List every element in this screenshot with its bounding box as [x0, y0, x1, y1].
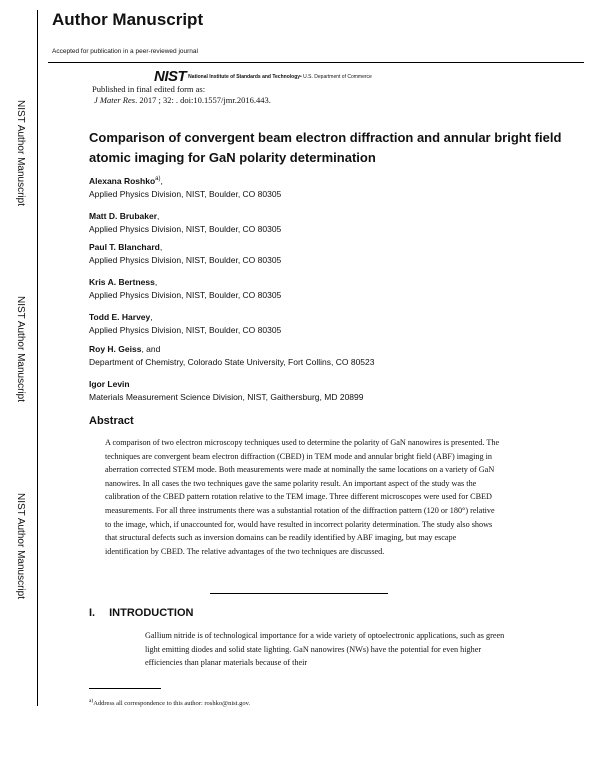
- author-block: [89, 343, 375, 369]
- footnote-marker: a): [89, 698, 94, 704]
- author-name: Roy H. Geiss: [89, 344, 142, 354]
- abstract-divider: [210, 593, 388, 594]
- author-suffix: ,: [159, 242, 163, 252]
- author-footnote-marker: a): [155, 176, 161, 182]
- header-divider: [48, 62, 584, 63]
- author-affiliation: Department of Chemistry, Colorado State University, Fort Collins, CO 80523: [89, 357, 375, 367]
- side-label-2: NIST Author Manuscript: [15, 296, 26, 402]
- manuscript-header: [48, 10, 584, 87]
- abstract-body: A comparison of two electron microscopy techniques used to determine the polarity of GaN nanowires is presented. The techniques are convergent beam electron diffraction (CBED) in TEM mode and annular bright field (ABF) imaging in aberration corrected STEM mode. Both measurements were made at nominally the same locations on a variety of GaN nanowires. In all cases the two techniques gave the same polarity result. An important aspect of the study was the calibration of the CBED pattern rotation relative to the TEM image. Three different microscopes were used for CBED measurements. For all three instruments there was a substantial rotation of the diffraction pattern (120 or 180°) relative to the image, which, if unaccounted for, would have resulted in incorrect polarity determination. The study also shows that structural defects such as inversion domains can be readily identified by ABF imaging, but may escape identification by CBED. The relative advantages of the two techniques are discussed.: [105, 438, 500, 556]
- author-affiliation: Applied Physics Division, NIST, Boulder, CO 80305: [89, 325, 282, 335]
- author-suffix: ,: [157, 211, 160, 221]
- author-affiliation: Applied Physics Division, NIST, Boulder, CO 80305: [89, 255, 282, 265]
- author-block: [89, 311, 281, 337]
- footnote-divider: [89, 688, 161, 689]
- author-suffix: , and: [141, 344, 161, 354]
- author-name: Todd E. Harvey: [89, 312, 151, 322]
- section-number: I.: [89, 607, 96, 619]
- author-affiliation: Applied Physics Division, NIST, Boulder, CO 80305: [89, 224, 282, 234]
- author-suffix: ,: [160, 175, 163, 186]
- author-block: [89, 173, 281, 201]
- author-block: [89, 276, 281, 302]
- margin-rule: [37, 10, 38, 706]
- paper-title: Comparison of convergent beam electron diffraction and annular bright field atomic imaging for GaN polarity determination: [89, 130, 562, 165]
- author-affiliation: Applied Physics Division, NIST, Boulder, CO 80305: [89, 290, 282, 300]
- side-label-3: NIST Author Manuscript: [15, 493, 26, 599]
- nist-institute: National Institute of Standards and Technology: [188, 73, 301, 80]
- author-affiliation: Materials Measurement Science Division, NIST, Gaithersburg, MD 20899: [89, 392, 364, 402]
- author-name: Alexana Roshko: [89, 175, 156, 186]
- nist-logo: NIST: [154, 68, 187, 86]
- author-suffix: ,: [154, 277, 158, 287]
- publication-line: Published in final edited form as:: [92, 84, 206, 94]
- section-heading: [89, 607, 193, 619]
- footnote: [89, 698, 250, 707]
- author-block: [89, 378, 363, 404]
- author-name: Kris A. Bertness: [89, 277, 155, 287]
- intro-text: Gallium nitride is of technological importance for a wide variety of optoelectronic applications, such as green light emitting diodes and solid state lighting. GaN nanowires (NWs) have the potential for even higher efficiencies than planar materials because of their: [145, 631, 505, 668]
- header-subtitle: Accepted for publication in a peer-reviewed journal: [52, 48, 198, 55]
- author-name: Matt D. Brubaker: [89, 211, 158, 221]
- author-block: [89, 241, 281, 267]
- footnote-text: Address all correspondence to this author: roshko@nist.gov.: [93, 700, 251, 708]
- author-block: [89, 210, 281, 236]
- side-label-1: NIST Author Manuscript: [15, 100, 26, 206]
- journal-name: J Mater Res: [94, 95, 136, 105]
- author-affiliation: Applied Physics Division, NIST, Boulder, CO 80305: [89, 188, 282, 199]
- intro-paragraph: [145, 629, 515, 670]
- author-name: Paul T. Blanchard: [89, 242, 160, 252]
- nist-department: • U.S. Department of Commerce: [300, 73, 372, 80]
- author-suffix: ,: [150, 312, 153, 322]
- author-name: Igor Levin: [89, 379, 130, 389]
- publication-info: [92, 84, 271, 106]
- header-title: Author Manuscript: [52, 10, 204, 29]
- section-title: INTRODUCTION: [109, 607, 194, 619]
- citation: . 2017 ; 32: . doi:10.1557/jmr.2016.443.: [135, 95, 271, 105]
- abstract-heading: Abstract: [89, 415, 134, 427]
